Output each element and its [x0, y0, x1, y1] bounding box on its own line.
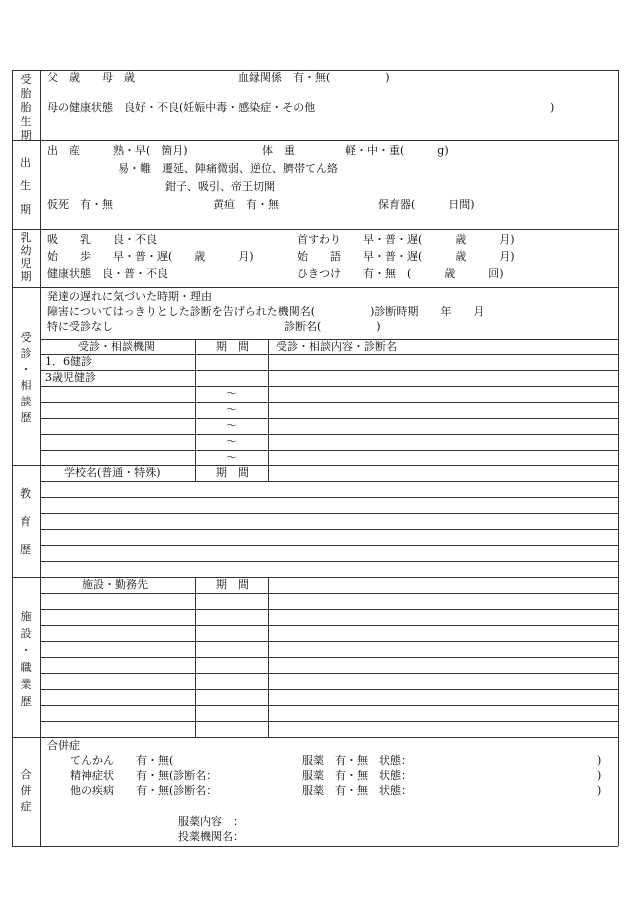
- table-row-line: [40, 434, 618, 435]
- walking-start: 始 歩 早・普・遅( 歳 月): [47, 250, 254, 263]
- frame-right: [618, 70, 619, 846]
- table-row-line: [40, 593, 618, 594]
- mental-symptoms: 精神症状 有・無(診断名：: [70, 769, 218, 782]
- health-state: 健康状態 良・普・不良: [47, 267, 168, 280]
- no-visit: 特に受診なし: [47, 320, 113, 333]
- table-row-line: [40, 609, 618, 610]
- table-row-line: [40, 450, 618, 451]
- frame-bottom: [12, 846, 618, 847]
- blood-relation: 血縁関係 有・無( ): [238, 71, 390, 84]
- facility-header-place: 施設・勤務先: [82, 578, 148, 591]
- table-row-period: 〜: [226, 403, 237, 416]
- table-row: 3歳児健診: [45, 371, 96, 384]
- education-header-period: 期 間: [216, 466, 249, 479]
- section-label-birth-2: 生: [20, 179, 31, 192]
- consult-header-content: 受診・相談内容・診断名: [276, 340, 397, 353]
- table-col-line: [195, 465, 196, 481]
- table-row-line: [40, 673, 618, 674]
- table-row-line: [40, 689, 618, 690]
- section-label-facility: 施 設 ・ 職 業 歴: [20, 610, 32, 708]
- delivery-forceps: 鉗子、吸引、帝王切開: [165, 180, 275, 193]
- medication-institution: 投薬機関名：: [178, 830, 244, 843]
- table-row-line: [40, 705, 618, 706]
- table-row-line: [40, 481, 618, 482]
- table-col-line: [268, 465, 269, 481]
- delivery: 出 産 熟・早( 箇月): [47, 144, 188, 157]
- section-label-birth-3: 期: [20, 203, 31, 216]
- delay-noticed: 発達の遅れに気づいた時期・理由: [47, 290, 212, 303]
- section-label-birth-1: 出: [20, 156, 31, 169]
- section-divider: [12, 140, 618, 141]
- mother-health: 母の健康状態 良好・不良(妊娠中毒・感染症・その他: [47, 101, 316, 114]
- table-row-line: [40, 529, 618, 530]
- parents-age: 父 歳 母 歳: [47, 71, 135, 84]
- table-row-line: [40, 641, 618, 642]
- table-row-line: [40, 545, 618, 546]
- section-label-prenatal: 受 胎 胎 生 期: [20, 73, 32, 142]
- incubator: 保育器( 日間): [378, 198, 475, 211]
- seizures: ひきつけ 有・無 ( 歳 回): [297, 267, 504, 280]
- table-row: 1．6健診: [45, 355, 92, 368]
- section-label-complications: 合 併 症: [20, 768, 32, 813]
- section-divider: [12, 229, 618, 230]
- diagnosis-org: 障害についてはっきりとした診断を告げられた機関名( )診断時期 年 月: [47, 305, 485, 318]
- suckling: 吸 乳 良・不良: [47, 233, 157, 246]
- table-row-line: [40, 625, 618, 626]
- epilepsy: てんかん 有・無(: [70, 754, 174, 767]
- consult-header-org: 受診・相談機関: [78, 340, 155, 353]
- complications-title: 合併症: [47, 739, 80, 752]
- table-row-period: 〜: [226, 419, 237, 432]
- table-row-period: 〜: [226, 451, 237, 464]
- table-row-period: 〜: [226, 435, 237, 448]
- other-disease: 他の疾病 有・無(診断名：: [70, 784, 218, 797]
- delivery-difficulty: 易・難 遷延、陣痛微弱、逆位、臍帯てん絡: [118, 162, 338, 175]
- table-row-line: [40, 561, 618, 562]
- section-label-consult: 受 診 ・ 相 談 歴: [20, 331, 32, 424]
- table-col-line: [268, 577, 269, 737]
- education-header-school: 学校名(普通・特殊): [64, 466, 161, 479]
- weight-label: 体 重: [262, 144, 295, 157]
- section-label-infancy: 乳 幼 児 期: [20, 231, 32, 283]
- neck-control: 首すわり 早・普・遅( 歳 月): [297, 233, 515, 246]
- other-close: ): [597, 784, 602, 797]
- table-row-line: [40, 513, 618, 514]
- table-row-line: [40, 657, 618, 658]
- frame-left: [12, 70, 13, 846]
- table-row-line: [40, 354, 618, 355]
- table-col-line: [268, 339, 269, 465]
- mental-close: ): [597, 769, 602, 782]
- speech-start: 始 語 早・普・遅( 歳 月): [297, 250, 515, 263]
- table-row-line: [40, 370, 618, 371]
- table-row-line: [40, 402, 618, 403]
- section-divider: [12, 737, 618, 738]
- section-label-education-1: 教: [20, 487, 31, 500]
- table-row-line: [40, 418, 618, 419]
- consult-header-period: 期 間: [216, 340, 249, 353]
- section-divider: [12, 287, 618, 288]
- epilepsy-close: ): [597, 754, 602, 767]
- diagnosis-name: 診断名( ): [284, 320, 381, 333]
- table-row-line: [40, 386, 618, 387]
- table-col-line: [195, 577, 196, 737]
- epilepsy-medication: 服薬 有・無 状態：: [302, 754, 412, 767]
- table-row-line: [40, 721, 618, 722]
- mental-medication: 服薬 有・無 状態：: [302, 769, 412, 782]
- jaundice: 黄疸 有・無: [213, 198, 279, 211]
- medication-content: 服薬内容 ：: [178, 815, 244, 828]
- asphyxia: 仮死 有・無: [47, 198, 113, 211]
- other-medication: 服薬 有・無 状態：: [302, 784, 412, 797]
- section-label-education-3: 歴: [20, 543, 31, 556]
- label-column-divider: [40, 70, 41, 846]
- facility-header-period: 期 間: [216, 578, 249, 591]
- table-row-period: 〜: [226, 387, 237, 400]
- table-row-line: [40, 497, 618, 498]
- table-col-line: [195, 339, 196, 465]
- weight-value: 軽・中・重( g): [345, 144, 449, 157]
- section-label-education-2: 育: [20, 515, 31, 528]
- mother-health-close: ): [550, 101, 555, 114]
